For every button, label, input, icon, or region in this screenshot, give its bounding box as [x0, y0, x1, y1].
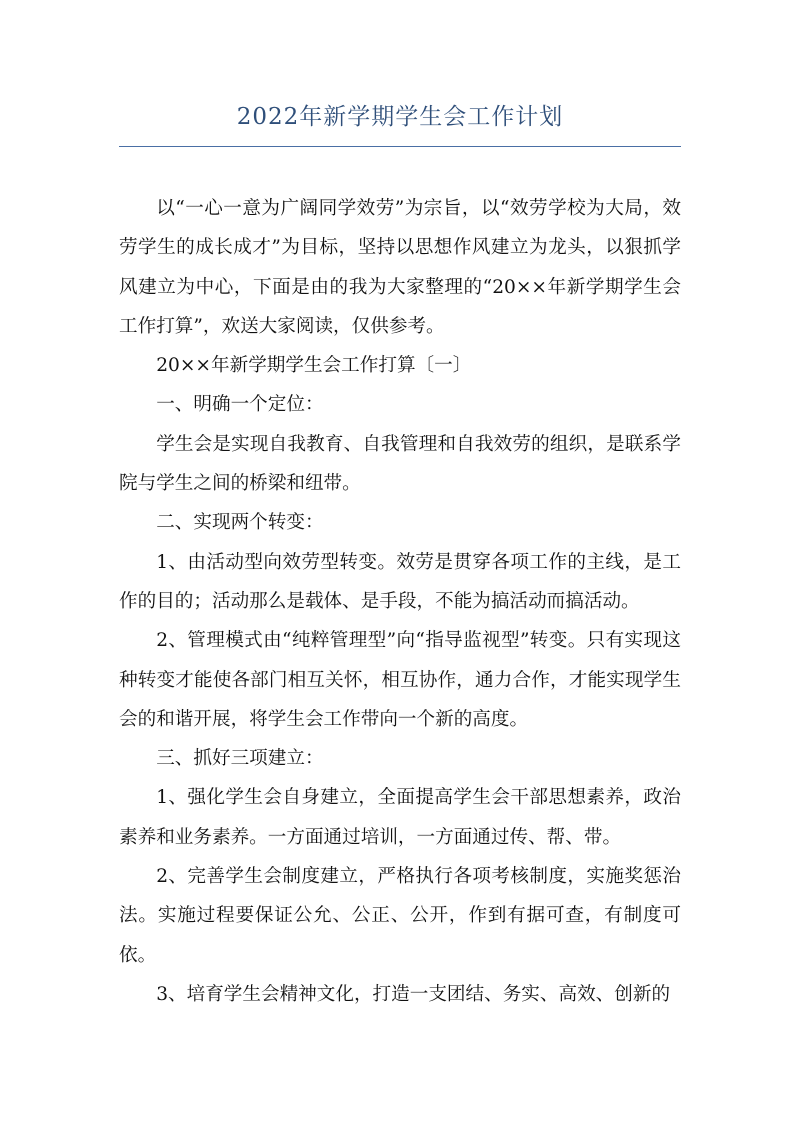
list-item: 1、强化学生会自身建立，全面提高学生会干部思想素养，政治素养和业务素养。一方面通过培训，一方面通过传、帮、带。 — [119, 787, 681, 848]
intro-paragraph: 以“一心一意为广阔同学效劳”为宗旨，以“效劳学校为大局，效劳学生的成长成才”为目标，坚持以思想作风建立为龙头，以狠抓学风建立为中心，下面是由的我为大家整理的“20××年新学期学生会工作打算”，欢送大家阅读，仅供参考。 — [119, 198, 681, 337]
list-item: 2、完善学生会制度建立，严格执行各项考核制度，实施奖惩治法。实施过程要保证公允、公正、公开，作到有据可查，有制度可依。 — [119, 866, 681, 966]
title-underline — [119, 146, 681, 147]
section-heading-2: 二、实现两个转变： — [156, 512, 324, 534]
list-item: 3、培育学生会精神文化，打造一支团结、务实、高效、创新的 — [156, 983, 671, 1005]
section-heading-1: 一、明确一个定位： — [156, 394, 324, 416]
page-title: 2022年新学期学生会工作计划 — [236, 104, 564, 130]
list-item: 2、管理模式由“纯粹管理型”向“指导监视型”转变。只有实现这种转变才能使各部门相互关怀，相互协作，通力合作，才能实现学生会的和谐开展，将学生会工作带向一个新的高度。 — [119, 630, 681, 730]
document-body — [119, 189, 681, 1014]
plan-heading: 20××年新学期学生会工作打算〔一〕 — [156, 355, 472, 377]
section-heading-3: 三、抓好三项建立： — [156, 748, 324, 770]
list-item: 1、由活动型向效劳型转变。效劳是贯穿各项工作的主线，是工作的目的；活动那么是载体、是手段，不能为搞活动而搞活动。 — [119, 551, 681, 612]
paragraph: 学生会是实现自我教育、自我管理和自我效劳的组织，是联系学院与学生之间的桥梁和纽带。 — [119, 433, 681, 495]
